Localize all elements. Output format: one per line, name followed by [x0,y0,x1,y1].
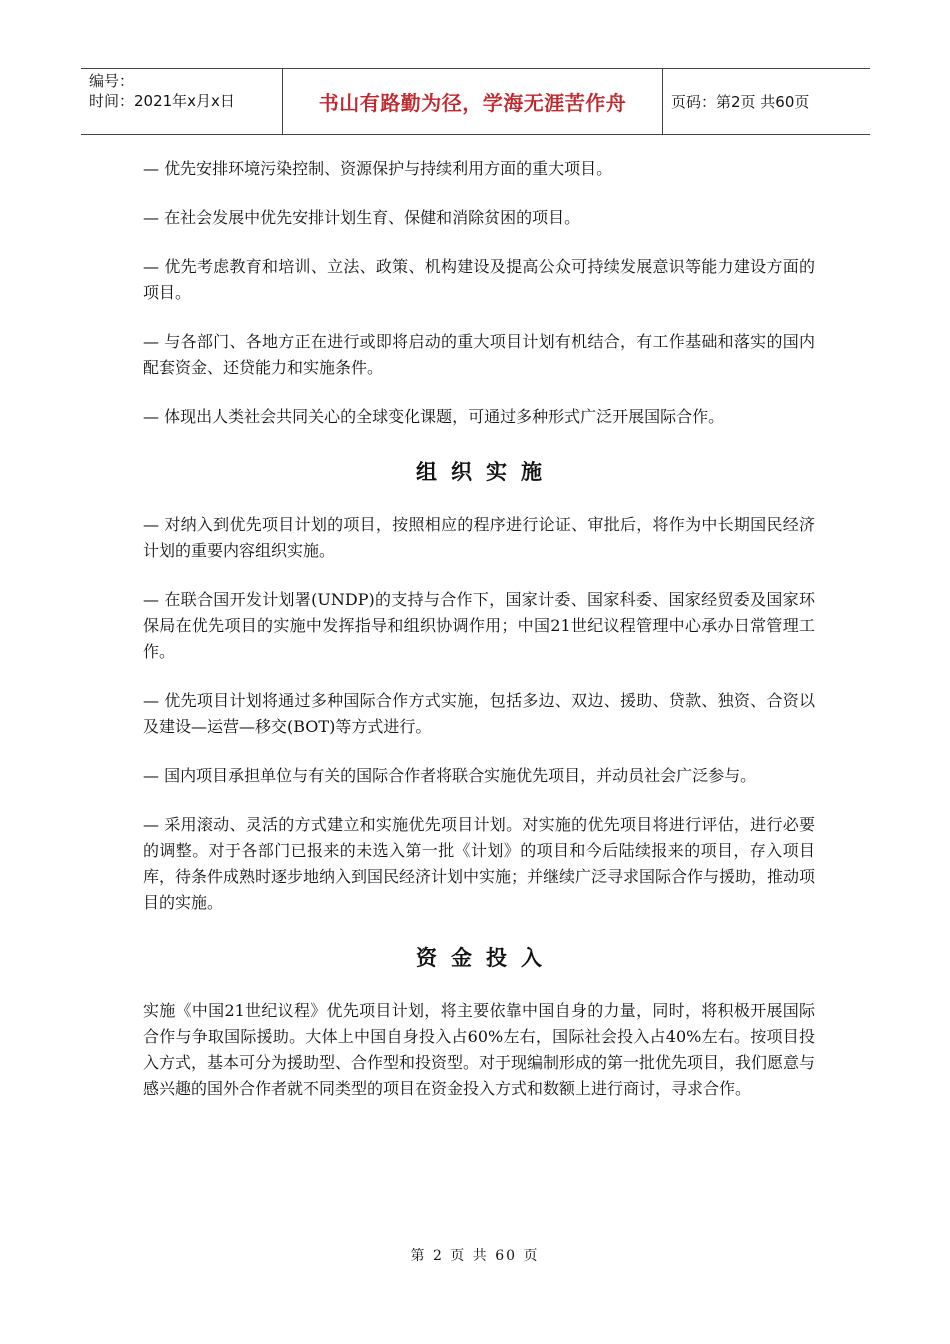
page-footer: 第 2 页 共 60 页 [410,1248,540,1264]
paragraph: — 采用滚动、灵活的方式建立和实施优先项目计划。对实施的优先项目将进行评估，进行必要的调整。对于各部门已报来的未选入第一批《计划》的项目和今后陆续报来的项目，存入项目库，待条件成熟时逐步地纳入到国民经济计划中实施；并继续广泛寻求国际合作与援助，推动项目的实施。 [143,815,816,912]
paragraph: — 优先项目计划将通过多种国际合作方式实施，包括多边、双边、援助、贷款、独资、合资以及建设—运营—移交(BOT)等方式进行。 [143,691,815,736]
section-heading-funding: 资金投入 [416,946,556,970]
paragraph: — 优先安排环境污染控制、资源保护与持续利用方面的重大项目。 [143,159,613,178]
header-motto: 书山有路勤为径，学海无涯苦作舟 [283,69,663,134]
paragraph: — 与各部门、各地方正在进行或即将启动的重大项目计划有机结合，有工作基础和落实的国内配套资金、还贷能力和实施条件。 [143,332,815,377]
document-number-label: 编号： [89,72,135,90]
paragraph: 实施《中国21世纪议程》优先项目计划，将主要依靠中国自身的力量，同时，将积极开展国际合作与争取国际援助。大体上中国自身投入占60%左右，国际社会投入占40%左右。按项目投入方式，基本可分为援助型、合作型和投资型。对于现编制形成的第一批优先项目，我们愿意与感兴趣的国外合作者就不同类型的项目在资金投入方式和数额上进行商讨，寻求合作。 [143,1001,816,1098]
paragraph: — 国内项目承担单位与有关的国际合作者将联合实施优先项目，并动员社会广泛参与。 [143,766,757,785]
document-body [143,156,815,1125]
paragraph: — 在社会发展中优先安排计划生育、保健和消除贫困的项目。 [143,208,581,227]
header-meta-cell [81,69,283,134]
section-heading-organization: 组织实施 [416,460,556,484]
paragraph: — 对纳入到优先项目计划的项目，按照相应的程序进行论证、审批后，将作为中长期国民经济计划的重要内容组织实施。 [143,515,815,560]
document-date-label: 时间：2021年x月x日 [89,92,235,110]
paragraph: — 在联合国开发计划署(UNDP)的支持与合作下，国家计委、国家科委、国家经贸委及国家环保局在优先项目的实施中发挥指导和组织协调作用；中国21世纪议程管理中心承办日常管理工作。 [143,590,815,661]
document-header [81,68,870,135]
paragraph: — 优先考虑教育和培训、立法、政策、机构建设及提高公众可持续发展意识等能力建设方面的项目。 [143,257,815,302]
header-page-info: 页码：第2页 共60页 [671,93,810,111]
paragraph: — 体现出人类社会共同关心的全球变化课题，可通过多种形式广泛开展国际合作。 [143,407,725,426]
